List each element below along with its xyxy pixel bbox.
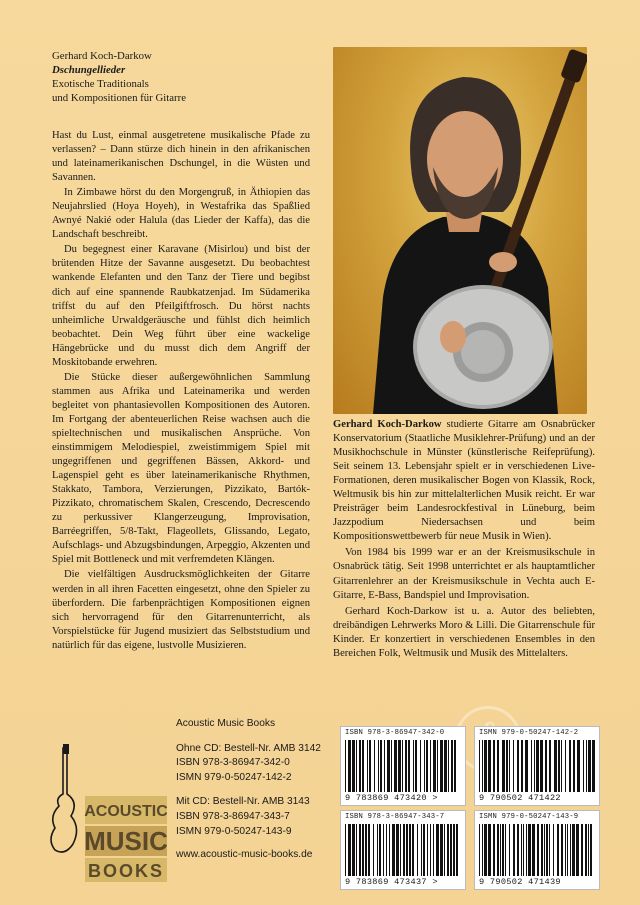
bio-name: Gerhard Koch-Darkow <box>333 419 442 430</box>
bio-paragraph-3: Gerhard Koch-Darkow ist u. a. Autor des beliebten, dreibändigen Lehrwerks Moro & Lilli. Die Gitarrenschule für Kinder. Er konzertiert in verschiedenen Ensembles in den Bereichen Folk, Weltmusik und Musik des Mittelalters. <box>333 605 595 659</box>
book-title: Dschungellieder <box>52 64 126 76</box>
ismn-without-cd: ISMN 979-0-50247-142-2 <box>176 771 292 783</box>
barcode-number: 9 790502 471422 <box>479 793 561 803</box>
author-photo <box>333 47 587 414</box>
isbn-with-cd: ISBN 978-3-86947-343-7 <box>176 810 290 822</box>
author-name: Gerhard Koch-Darkow <box>52 50 152 62</box>
order-no-without-cd: Ohne CD: Bestell-Nr. AMB 3142 <box>176 742 321 754</box>
publisher-website[interactable]: www.acoustic-music-books.de <box>176 849 313 861</box>
order-no-with-cd: Mit CD: Bestell-Nr. AMB 3143 <box>176 796 310 808</box>
bio-paragraph-1 <box>333 418 595 544</box>
description-paragraph-1: Hast du Lust, einmal ausgetretene musikalische Pfade zu verlassen? – Dann stürze dich hinein in den afrikanischen und lateinamerikanischen Dschungel, in die Wüsten und Savannen. <box>52 130 310 184</box>
barcode-block <box>340 726 600 890</box>
bio-paragraph-2: Von 1984 bis 1999 war er an der Kreismusikschule in Osnabrück tätig. Seit 1998 unterrichtet er als hauptamtlicher Gitarrenlehrer an der Kreismusikschule in Vechta auch E-Gitarre, E-Bass, Bandspiel und Improvisation. <box>333 547 595 601</box>
publisher-name: Acoustic Music Books <box>176 718 276 729</box>
publisher-info <box>176 717 331 863</box>
logo-books: BOOKS <box>87 861 165 881</box>
logo-acoustic: ACOUSTIC <box>84 803 167 820</box>
guitar-logo-icon <box>45 744 167 884</box>
description-paragraph-4: Die Stücke dieser außergewöhnlichen Sammlung stammen aus Afrika und Lateinamerika und werden begleitet von phantasievollen Kompositionen des Autoren. Im Fortgang der abenteuerlichen Reise wachsen auch die spieltechnischen und musikalischen Ansprüche. Von einstimmigem Melodiespiel, zweistimmigem Spiel mit ungegriffenen und gegriffenen Bässen, Akkord- und Lagenspiel geht es über lateinamerikanische Rhythmen, Stakkato, Tambora, Verzierungen, Pizzikato, Bartók-Pizzikato, chromatischem Skalen, Crescendo, Decrescendo zu perkussiver Klangerzeugung, Improvisation, Barréegriffen, 5/8-Takt, Flageollets, Glissando, Legato, Aufschlags- und Abzugsbindungen, Arpeggio, Akzenten und Spiel mit Bottleneck und mit verfremdeten Klängen. <box>52 371 310 566</box>
barcode-number: 9 783869 473420 > <box>345 793 438 803</box>
barcode-header: ISMN 979-0-50247-142-2 <box>479 729 579 737</box>
barcode-bars <box>345 740 461 792</box>
barcode-bars <box>479 824 595 876</box>
description-text <box>52 129 310 653</box>
barcode-ismn-2 <box>474 810 600 890</box>
guitarist-illustration <box>333 47 587 414</box>
barcode-isbn-2 <box>340 810 466 890</box>
publisher-logo <box>45 744 167 884</box>
subtitle-line-1: Exotische Traditionals <box>52 78 149 90</box>
isbn-without-cd: ISBN 978-3-86947-342-0 <box>176 757 290 769</box>
barcode-header: ISMN 979-0-50247-143-9 <box>479 813 579 821</box>
description-paragraph-5: Die vielfältigen Ausdrucksmöglichkeiten der Gitarre werden in all ihren Facetten eingesetzt, ohne den Spieler zu überfordern. Die farbenprächtigen Kompositionen eignen sich hervorragend für den Gitarrenunterricht, als Vorspielstücke für Jugend musiziert das Selbststudium und natürlich für das eigene, lustvolle Musizieren. <box>52 569 310 651</box>
barcode-number: 9 783869 473437 > <box>345 877 438 887</box>
barcode-header: ISBN 978-3-86947-342-0 <box>345 729 445 737</box>
description-paragraph-3: Du begegnest einer Karavane (Misirlou) und bist der brütenden Hitze der Savanne ausgesetzt. Du beobachtest wankende Elefanten und den Tanz der Tiere und begibst dich auf eine spannende Raubkatzenjad. Im Südamerika triffst du auf den Pfeilgiftfrosch. Du hörst nachts unheimliche Urwaldgeräusche und fühlst dich heimlich beobachtet. Dein Weg führt über eine wackelige Hängebrücke und du musst dich dem Angriff der Moskitobande erwehren. <box>52 244 310 368</box>
description-paragraph-2: In Zimbawe hörst du den Morgengruß, in Äthiopien das Neujahrslied (Hoya Hoyeh), in Westafrika das Spaßlied Awnyé Nakié oder Halula (das Lieder der Kaffa), das die Landschaft beschreibt. <box>52 187 310 241</box>
barcode-header: ISBN 978-3-86947-343-7 <box>345 813 445 821</box>
bio-paragraph-1-text: studierte Gitarre am Osnabrücker Konservatorium (Staatliche Musiklehrer-Prüfung) und an der Musikhochschule in Münster (künstlerische Reifeprüfung). Seit seinem 13. Lebensjahr spielt er in verschiedenen Live-Formationen, deren musikalischer Bogen von Klassik, Rock, Weltmusik bis hin zur mittelalterlichen Musik reicht. Er war Preisträger beim Landesrockfestival in Lüneburg, beim Jazzpodium Niedersachsen und beim Kompositionswettbewerb für neue Musik in Wien). <box>333 419 595 543</box>
book-heading <box>52 49 310 105</box>
left-column <box>52 49 310 653</box>
barcode-bars <box>479 740 595 792</box>
barcode-number: 9 790502 471439 <box>479 877 561 887</box>
author-bio <box>333 418 595 661</box>
barcode-isbn-1 <box>340 726 466 806</box>
subtitle-line-2: und Kompositionen für Gitarre <box>52 92 187 104</box>
barcode-bars <box>345 824 461 876</box>
barcode-ismn-1 <box>474 726 600 806</box>
ismn-with-cd: ISMN 979-0-50247-143-9 <box>176 825 292 837</box>
logo-music: MUSIC <box>84 826 167 856</box>
